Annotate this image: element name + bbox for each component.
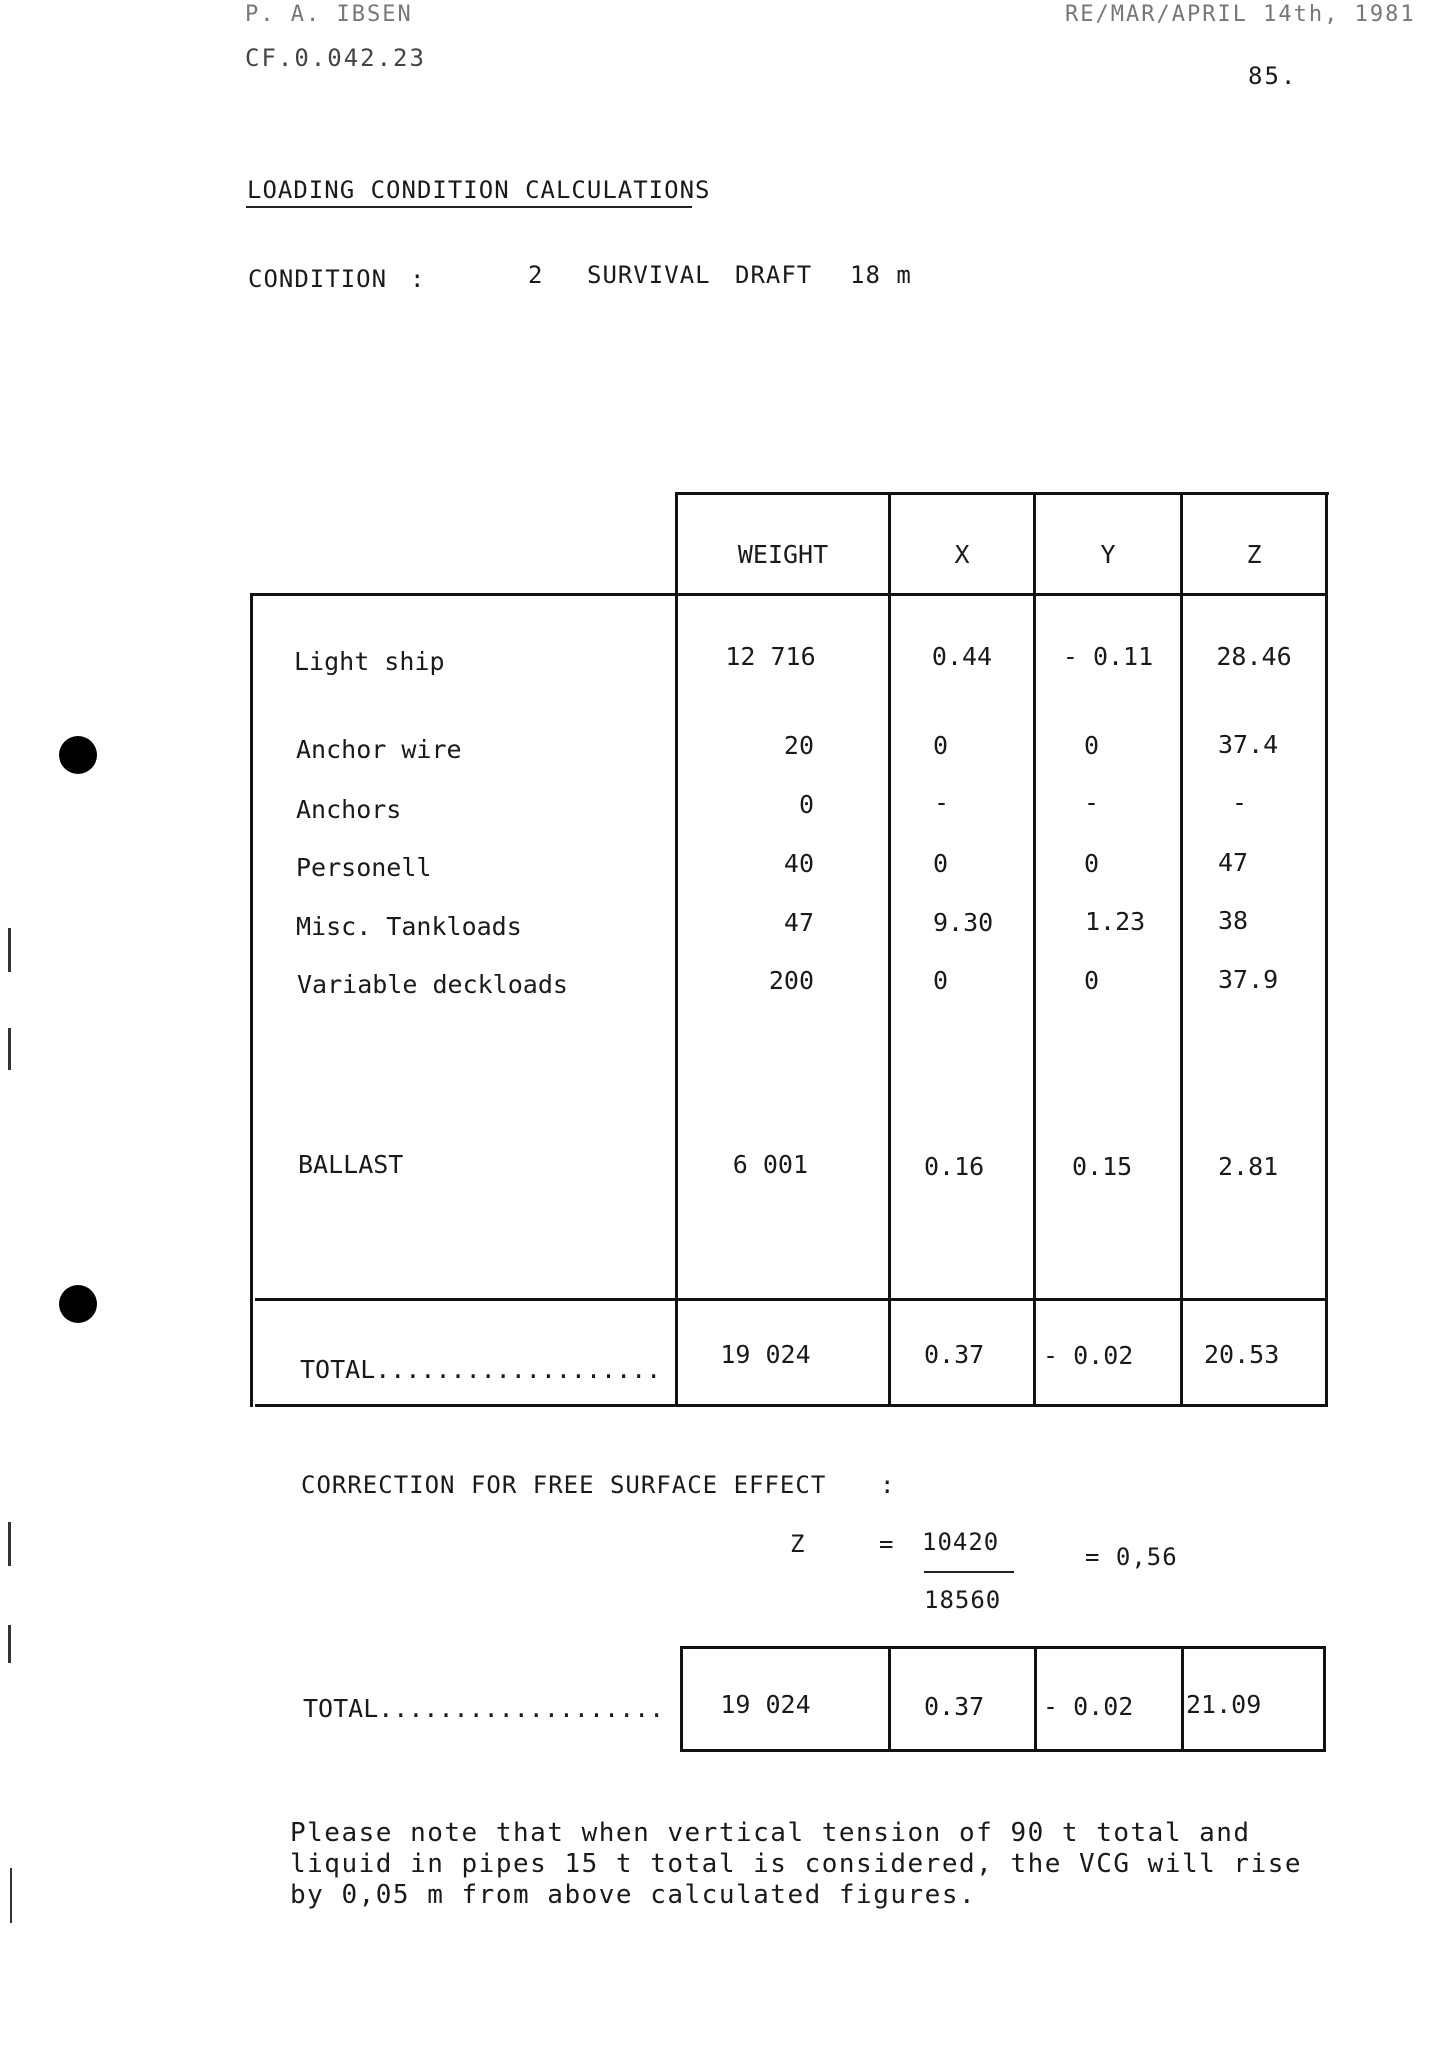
row-label: Variable deckloads [297,970,568,999]
draft-value: 18 m [850,261,912,289]
note-paragraph [290,1818,1302,1911]
cell-z: - [1232,788,1248,817]
correction-colon: : [880,1471,896,1499]
table-header-divider [250,593,1325,596]
column-divider [888,492,891,1407]
table-right-border [1325,492,1328,1407]
column-header-weight: WEIGHT [737,540,829,569]
note-line: liquid in pipes 15 t total is considered, the VCG will rise [290,1849,1303,1879]
cell-y: 1.23 [1085,907,1146,936]
row-label: Personell [296,853,432,882]
page-title: LOADING CONDITION CALCULATIONS [247,176,711,204]
cell-x: - [934,788,950,817]
total-z: 20.53 [1204,1340,1280,1369]
cell-x: 0.44 [931,642,993,671]
cell-x: 0 [933,849,949,878]
total-x: 0.37 [924,1340,985,1369]
column-header-x: X [954,540,970,569]
cell-weight: 12 716 [725,642,816,671]
cell-z: 2.81 [1218,1152,1279,1181]
note-line: by 0,05 m from above calculated figures. [290,1880,977,1910]
cell-weight: 6 001 [732,1150,808,1179]
cell-z: 28.46 [1216,642,1292,671]
cell-x: 0.16 [924,1152,985,1181]
column-divider [675,492,678,1407]
punch-hole-top [59,736,97,774]
cell-weight: 0 [798,790,814,819]
condition-name: SURVIVAL [587,261,711,289]
row-label: Misc. Tankloads [296,912,522,941]
final-box-divider [1323,1646,1326,1752]
draft-label: DRAFT [735,261,813,289]
cell-x: 9.30 [933,908,994,937]
cell-y: 0.15 [1072,1152,1133,1181]
cell-weight: 20 [783,731,814,760]
fraction-numerator: 10420 [922,1528,1000,1556]
faint-header-right: RE/MAR/APRIL 14th, 1981 [1065,2,1416,27]
edge-mark [10,1868,12,1923]
table-bottom-border [255,1404,1325,1407]
edge-mark [8,928,11,972]
punch-hole-bottom [59,1285,97,1323]
final-box-divider [888,1646,891,1752]
final-box-bottom [680,1749,1326,1752]
total-y: - 0.02 [1043,1341,1134,1370]
final-total-weight: 19 024 [720,1690,811,1719]
cell-weight: 47 [783,908,814,937]
cell-y: 0 [1084,966,1100,995]
table-top-border [675,492,1329,495]
cell-y: 0 [1084,731,1100,760]
edge-mark [8,1625,11,1663]
cell-z: 37.9 [1218,965,1279,994]
final-total-label: TOTAL................... [303,1694,665,1723]
cell-y: - 0.11 [1062,642,1154,671]
column-header-z: Z [1246,540,1262,569]
final-total-x: 0.37 [924,1692,985,1721]
correction-label: CORRECTION FOR FREE SURFACE EFFECT [301,1471,827,1499]
condition-label: CONDITION [248,265,388,293]
column-header-y: Y [1100,540,1116,569]
faint-header-left: P. A. IBSEN [245,2,413,27]
equals-sign: = [879,1530,895,1558]
final-box-divider [1034,1646,1037,1752]
title-underline [246,206,692,208]
row-label: BALLAST [298,1150,404,1179]
note-line: Please note that when vertical tension of 90 t total and [290,1818,1251,1848]
table-total-divider [255,1298,1325,1301]
final-total-y: - 0.02 [1043,1692,1134,1721]
document-reference: CF.0.042.23 [245,44,426,72]
z-label: Z [790,1530,806,1558]
final-total-z: 21.09 [1186,1690,1262,1719]
column-divider [1180,492,1183,1407]
fraction-bar [924,1571,1014,1573]
condition-colon: : [410,265,426,293]
row-label: Light ship [294,647,445,676]
total-label: TOTAL................... [300,1355,662,1384]
cell-weight: 200 [768,966,814,995]
page-number: 85. [1248,62,1298,90]
edge-mark [8,1522,11,1566]
total-weight: 19 024 [720,1340,811,1369]
cell-z: 38 [1218,906,1249,935]
cell-x: 0 [933,966,949,995]
cell-y: 0 [1084,849,1100,878]
cell-weight: 40 [783,849,814,878]
cell-y: - [1084,788,1100,817]
fraction-denominator: 18560 [924,1586,1002,1614]
row-label: Anchor wire [296,735,462,764]
row-label: Anchors [296,795,402,824]
final-box-top [680,1646,1326,1649]
condition-number: 2 [528,261,544,289]
column-divider [1033,492,1036,1407]
cell-z: 47 [1218,848,1249,877]
final-box-divider [1181,1646,1184,1752]
edge-mark [8,1028,11,1070]
cell-z: 37.4 [1218,730,1279,759]
table-left-border [250,593,253,1407]
correction-result: = 0,56 [1085,1543,1178,1571]
cell-x: 0 [933,731,949,760]
